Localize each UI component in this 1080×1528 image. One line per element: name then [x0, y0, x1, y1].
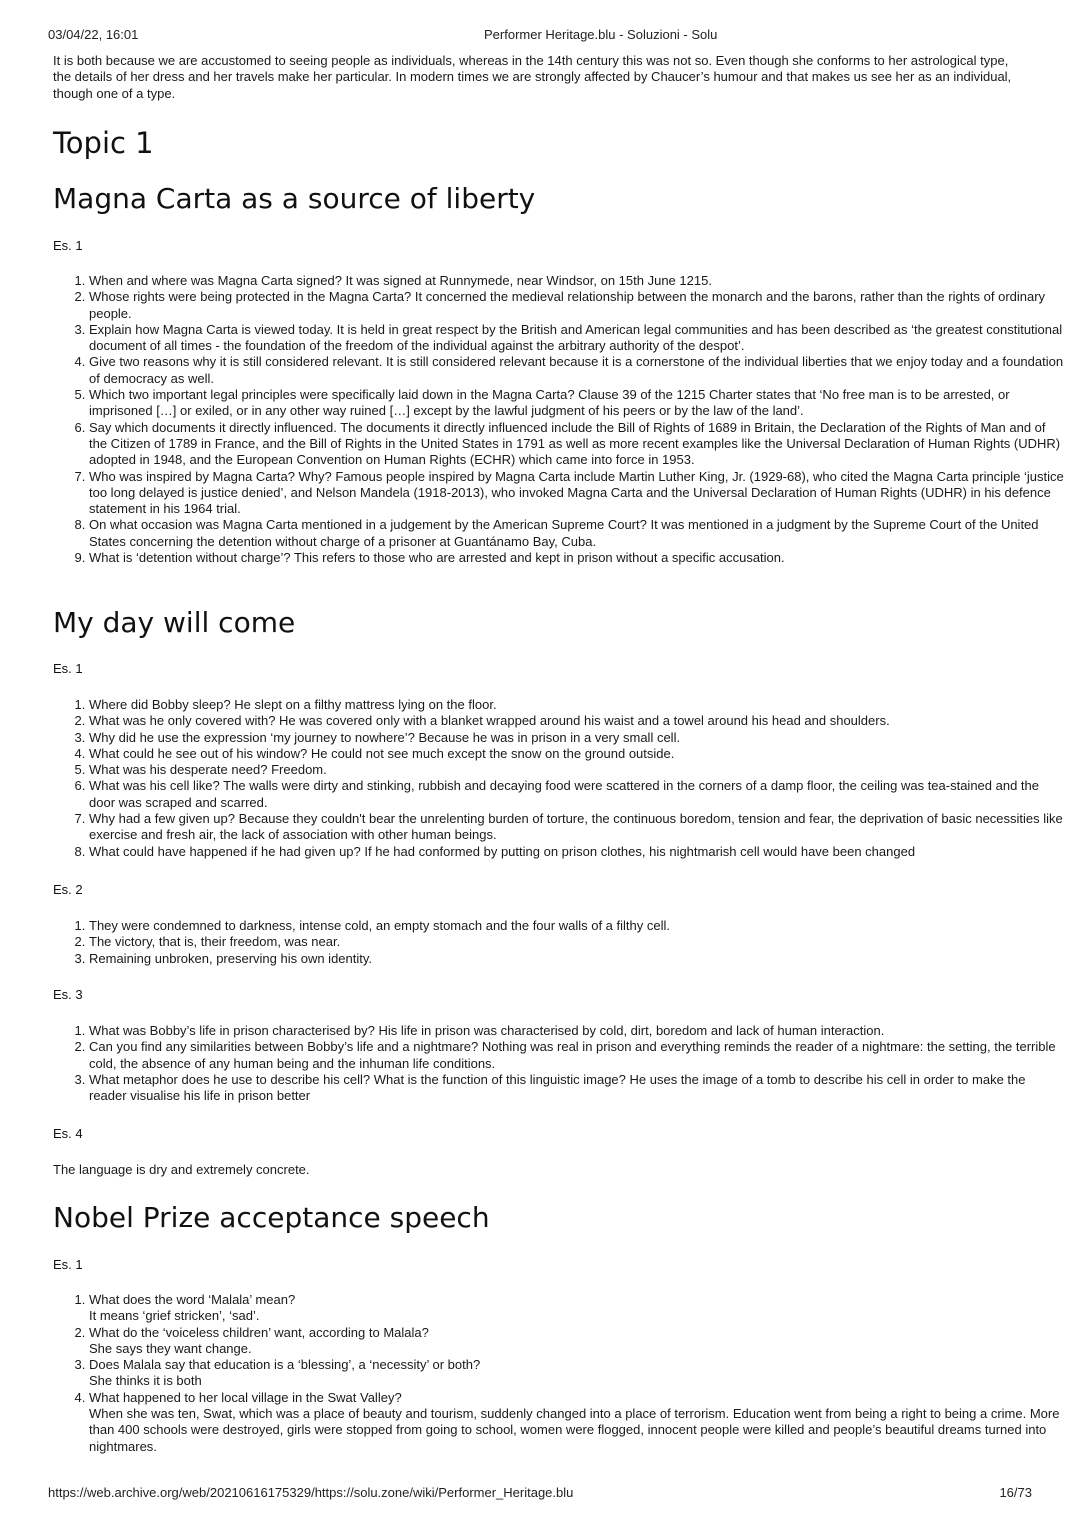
intro-paragraph: It is both because we are accustomed to seeing people as individuals, whereas in the 14th century this was not so. Even though she conforms to her astrological type, the details of her dress and her travels make her particular. In modern times we are strongly affected by Chaucer’s humour and that makes us see her as an individual, though one of a type. — [53, 53, 1012, 101]
print-datetime: 03/04/22, 16:01 — [48, 27, 139, 42]
list-item: 1. Where did Bobby sleep? He slept on a filthy mattress lying on the floor. — [89, 697, 1064, 713]
list-item: 1. When and where was Magna Carta signed? It was signed at Runnymede, near Windsor, on 15th June 1215. — [89, 273, 1064, 289]
exercise-label: Es. 1 — [53, 661, 83, 676]
print-title: Performer Heritage.blu - Soluzioni - Solu — [484, 27, 718, 42]
list-item: 7. Why had a few given up? Because they couldn't bear the unrelenting burden of torture, the continuous boredom, tension and fear, the deprivation of basic necessities like exercise and fresh air, the lack of association with other human beings. — [89, 811, 1064, 844]
nobel-question-list — [53, 1292, 1064, 1455]
exercise-label: Es. 1 — [53, 1257, 83, 1272]
list-item: 3. Explain how Magna Carta is viewed today. It is held in great respect by the British and American legal communities and has been described as ‘the greatest constitutional document of all times - the foundation of the freedom of the individual against the arbitrary authority of the despot’. — [89, 322, 1064, 355]
list-item — [89, 1357, 1064, 1390]
list-item: 2. What was he only covered with? He was covered only with a blanket wrapped around his waist and a towel around his head and shoulders. — [89, 713, 1064, 729]
section-heading-my-day: My day will come — [53, 606, 296, 639]
question-text: 1. What does the word ‘Malala’ mean? — [89, 1292, 296, 1307]
list-item: 2. Can you find any similarities between Bobby’s life and a nightmare? Nothing was real in prison and everything reminds the reader of a nightmare: the setting, the terrible cold, the absence of any human being and the inhuman life conditions. — [89, 1039, 1064, 1072]
magna-question-list — [53, 273, 1064, 566]
exercise-label: Es. 3 — [53, 987, 83, 1002]
list-item: 6. What was his cell like? The walls were dirty and stinking, rubbish and decaying food were scattered in the corners of a damp floor, the ceiling was tea-stained and the door was scraped and scarred. — [89, 778, 1064, 811]
source-url[interactable]: https://web.archive.org/web/20210616175329/https://solu.zone/wiki/Performer_Heritage.blu — [48, 1485, 574, 1500]
es4-answer: The language is dry and extremely concrete. — [53, 1162, 310, 1177]
myday-es3-list — [53, 1023, 1064, 1104]
print-footer — [48, 1485, 1032, 1501]
list-item: 8. What could have happened if he had given up? If he had conformed by putting on prison clothes, his nightmarish cell would have been changed — [89, 844, 1064, 860]
page-number: 16/73 — [999, 1485, 1032, 1500]
exercise-label: Es. 1 — [53, 238, 83, 253]
list-item: 5. What was his desperate need? Freedom. — [89, 762, 1064, 778]
print-header — [48, 27, 1032, 43]
topic-heading: Topic 1 — [53, 126, 154, 160]
list-item: 4. Give two reasons why it is still considered relevant. It is still considered relevant because it is a cornerstone of the individual liberties that we enjoy today and a foundation of democracy as well. — [89, 354, 1064, 387]
list-item: 8. On what occasion was Magna Carta mentioned in a judgement by the American Supreme Court? It was mentioned in a judgment by the Supreme Court of the United States concerning the detention without charge of a prisoner at Guantánamo Bay, Cuba. — [89, 517, 1064, 550]
myday-es1-list — [53, 697, 1064, 860]
answer-text: It means ‘grief stricken’, ‘sad’. — [89, 1308, 260, 1324]
list-item: 2. Whose rights were being protected in the Magna Carta? It concerned the medieval relationship between the monarch and the barons, rather than the rights of ordinary people. — [89, 289, 1064, 322]
list-item — [89, 1292, 1064, 1325]
list-item: 3. Remaining unbroken, preserving his own identity. — [89, 951, 1064, 967]
list-item — [89, 1390, 1064, 1455]
answer-text: She thinks it is both — [89, 1373, 202, 1389]
list-item: 3. What metaphor does he use to describe his cell? What is the function of this linguistic image? He uses the image of a tomb to describe his cell in order to make the reader visualise his life in prison better — [89, 1072, 1064, 1105]
section-heading-nobel: Nobel Prize acceptance speech — [53, 1201, 490, 1234]
list-item: 9. What is ‘detention without charge’? This refers to those who are arrested and kept in prison without a specific accusation. — [89, 550, 1064, 566]
list-item: 2. The victory, that is, their freedom, was near. — [89, 934, 1064, 950]
list-item: 5. Which two important legal principles were specifically laid down in the Magna Carta? Clause 39 of the 1215 Charter states that ‘No free man is to be arrested, or imprisoned […] or exiled, or in any other way ruined […] except by the lawful judgment of his peers or by the law of the land’. — [89, 387, 1064, 420]
question-text: 4. What happened to her local village in the Swat Valley? — [89, 1389, 402, 1405]
myday-es2-list — [53, 918, 1064, 967]
exercise-label: Es. 4 — [53, 1126, 83, 1141]
list-item: 1. What was Bobby’s life in prison characterised by? His life in prison was characterised by cold, dirt, boredom and lack of human interaction. — [89, 1023, 1064, 1039]
list-item: 1. They were condemned to darkness, intense cold, an empty stomach and the four walls of a filthy cell. — [89, 918, 1064, 934]
list-item — [89, 1325, 1064, 1358]
list-item: 6. Say which documents it directly influenced. The documents it directly influenced include the Bill of Rights of 1689 in Britain, the Declaration of the Rights of Man and of the Citizen of 1789 in France, and the Bill of Rights in the United States in 1791 as well as more recent examples like the Universal Declaration of Human Rights (UDHR) adopted in 1948, and the European Convention on Human Rights (ECHR) which came into force in 1953. — [89, 420, 1064, 469]
question-text: 2. What do the ‘voiceless children’ want, according to Malala? — [89, 1324, 429, 1340]
question-text: 3. Does Malala say that education is a ‘blessing’, a ‘necessity’ or both? — [89, 1357, 481, 1373]
list-item: 4. What could he see out of his window? He could not see much except the snow on the ground outside. — [89, 746, 1064, 762]
list-item: 7. Who was inspired by Magna Carta? Why? Famous people inspired by Magna Carta include Martin Luther King, Jr. (1929-68), who cited the Magna Carta principle ‘justice too long delayed is justice denied’, and Nelson Mandela (1918-2013), who invoked Magna Carta and the Universal Declaration of Human Rights (UDHR) in his defence statement in his 1964 trial. — [89, 469, 1064, 518]
list-item: 3. Why did he use the expression ‘my journey to nowhere’? Because he was in prison in a very small cell. — [89, 730, 1064, 746]
answer-text: When she was ten, Swat, which was a place of beauty and tourism, suddenly changed into a place of terrorism. Education went from being a right to being a crime. More than 400 schools were destroyed, girls were stopped from going to school, women were flogged, innocent people were killed and people’s beautiful dreams turned into nightmares. — [89, 1406, 1060, 1454]
answer-text: She says they want change. — [89, 1340, 252, 1356]
section-heading-magna-carta: Magna Carta as a source of liberty — [53, 182, 536, 215]
exercise-label: Es. 2 — [53, 882, 83, 897]
